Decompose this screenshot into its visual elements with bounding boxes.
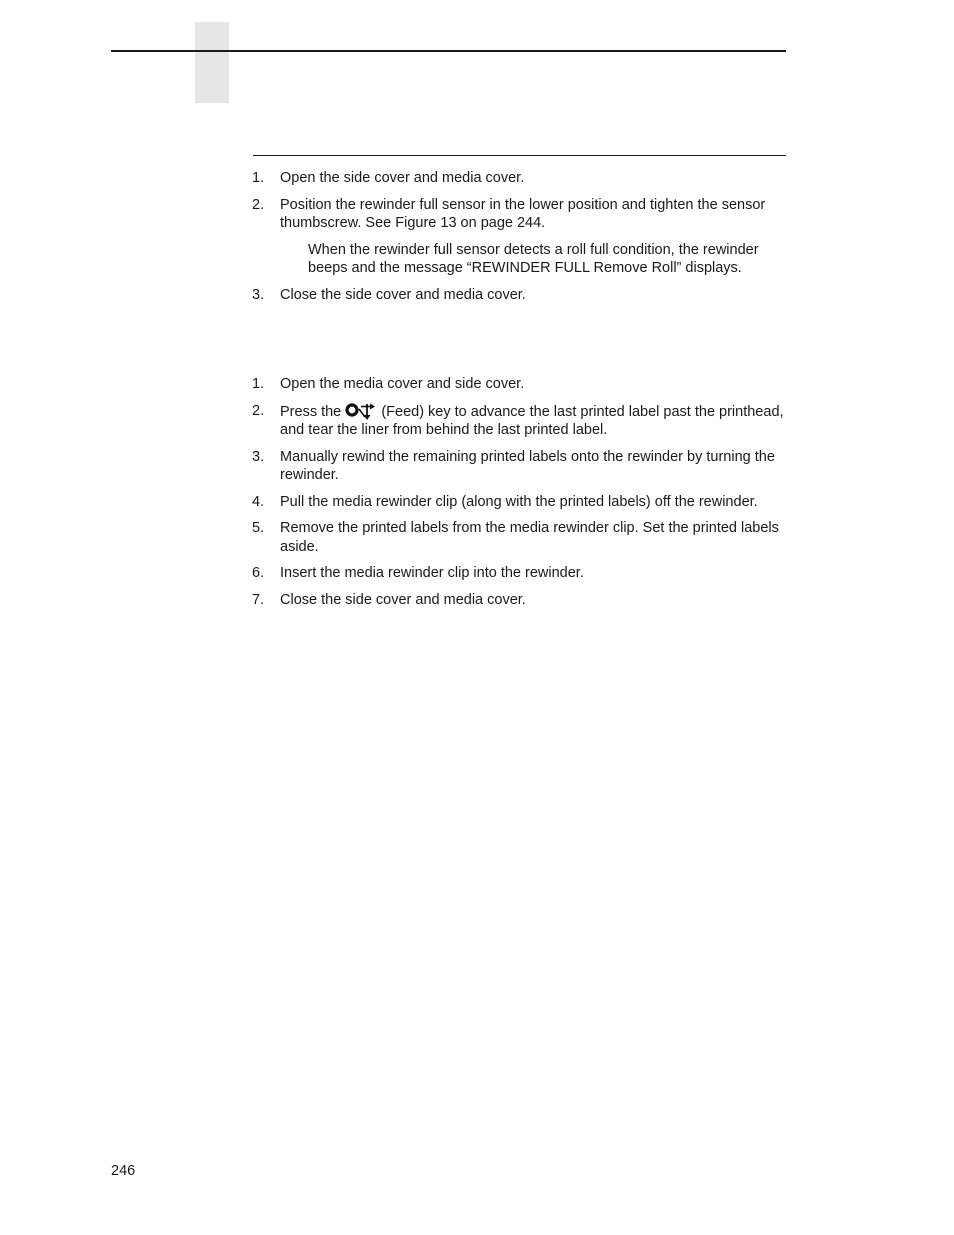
- step-text: Close the side cover and media cover.: [280, 591, 526, 608]
- step-number: 4.: [252, 493, 265, 510]
- step-number: 3.: [252, 286, 265, 303]
- page-number: 246: [111, 1163, 136, 1179]
- step-text-after: (Feed) key to advance the last printed label past the printhead, and tear the liner from behind the last printed label.: [280, 403, 784, 438]
- header-rule: [111, 50, 786, 52]
- list-item: [252, 564, 786, 583]
- step-text: Position the rewinder full sensor in the lower position and tighten the sensor thumbscrew. See Figure 13 on page 244.: [280, 196, 766, 231]
- step-number: 5.: [252, 520, 265, 536]
- step-text: Remove the printed labels from the media rewinder clip. Set the printed labels aside.: [280, 520, 779, 555]
- list-item: [252, 196, 786, 233]
- step-number: 1.: [252, 376, 265, 392]
- list-item: [252, 286, 786, 305]
- list-item: [252, 375, 786, 394]
- list-item: [252, 448, 786, 485]
- step-number: 3.: [252, 448, 265, 465]
- step-number: 7.: [252, 591, 265, 608]
- feed-key-icon: [345, 402, 377, 420]
- step-text-before: Press the: [280, 403, 342, 420]
- step-text: Manually rewind the remaining printed labels onto the rewinder by turning the rewinder.: [280, 448, 775, 483]
- section-rule: [253, 155, 786, 156]
- step-number: 6.: [252, 565, 265, 581]
- step-text: Pull the media rewinder clip (along with the printed labels) off the rewinder.: [280, 493, 758, 510]
- list-item: [252, 402, 786, 440]
- step-text: Open the side cover and media cover.: [280, 170, 525, 186]
- list-item: [252, 493, 786, 512]
- step-text: Close the side cover and media cover.: [280, 286, 526, 303]
- step-note: When the rewinder full sensor detects a roll full condition, the rewinder beeps and the message “REWINDER FULL Remove Roll” displays.: [308, 241, 759, 276]
- step-number: 2.: [252, 402, 265, 419]
- remove-roll-steps: [252, 375, 786, 617]
- list-item: [252, 519, 786, 556]
- step-number: 2.: [252, 196, 265, 213]
- step-text: Insert the media rewinder clip into the rewinder.: [280, 565, 584, 581]
- list-item: [252, 591, 786, 610]
- step-number: 1.: [252, 170, 265, 186]
- chapter-tab-block: [195, 22, 229, 103]
- sensor-setup-steps: [252, 169, 786, 312]
- list-item: [252, 169, 786, 188]
- step-text: Open the media cover and side cover.: [280, 376, 525, 392]
